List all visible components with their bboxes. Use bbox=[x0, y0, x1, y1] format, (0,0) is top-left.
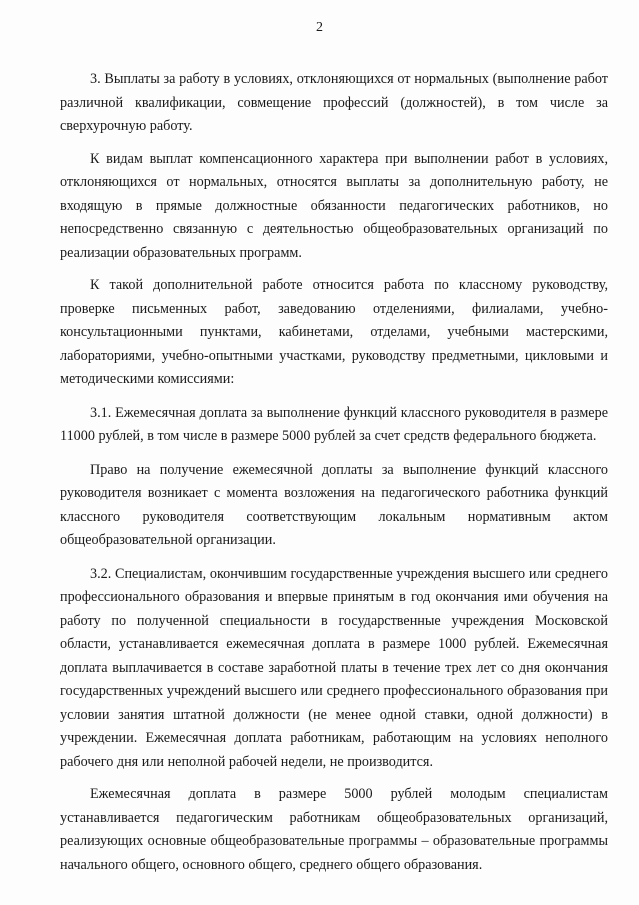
paragraph-additional-work: К такой дополнительной работе относится работа по классному руководству, проверке письменных работ, заведованию отделениями, филиалами, учебно-консультационными пунктами, кабинетами, отделами, учебными мастерскими, лабораториями, учебно-опытными участками, руководству предметными, цикловыми и методическими комиссиями: bbox=[60, 277, 608, 387]
paragraph-monthly-payment-5000: Ежемесячная доплата в размере 5000 рублей молодым специалистам устанавливается педагогическим работникам общеобразовательных организаций, реализующих основные общеобразовательные программы – образовательные программы начального общего, основного общего, среднего общего образования. bbox=[60, 786, 608, 873]
paragraph-right-to-payment: Право на получение ежемесячной доплаты за выполнение функций классного руководителя возникает с момента возложения на педагогического работника функций классного руководителя соответствующим локальным нормативным актом общеобразовательной организации. bbox=[60, 461, 608, 548]
paragraph-young-specialists: 3.2. Специалистам, окончившим государственные учреждения высшего или среднего профессионального образования и впервые принятым в год окончания ими обучения на работу по полученной специальности в государственные учреждения Московской области, устанавливается ежемесячная доплата в размере 1000 рублей. Ежемесячная доплата выплачивается в составе заработной платы в течение трех лет со дня окончания государственных учреждений высшего или среднего профессионального образования при условии занятия штатной должности (не менее одной ставки, одной должности) в учреждении. Ежемесячная доплата работникам, работающим на условиях неполного рабочего дня или неполной рабочей недели, не производится. bbox=[60, 565, 608, 770]
page-number: 2 bbox=[316, 20, 323, 35]
paragraph-compensation-types: К видам выплат компенсационного характера при выполнении работ в условиях, отклоняющихся от нормальных, относятся выплаты за дополнительную работу, не входящую в прямые должностные обязанности педагогических работников, но непосредственно связанную с деятельностью общеобразовательных организаций по реализации образовательных программ. bbox=[60, 150, 608, 261]
paragraph-payments-abnormal-conditions: 3. Выплаты за работу в условиях, отклоняющихся от нормальных (выполнение работ различной квалификации, совмещение профессий (должностей), в том числе за сверхурочную работу. bbox=[60, 71, 608, 134]
paragraph-class-teacher-payment: 3.1. Ежемесячная доплата за выполнение функций классного руководителя в размере 11000 рублей, в том числе в размере 5000 рублей за счет средств федерального бюджета. bbox=[60, 404, 608, 444]
document-body bbox=[60, 68, 608, 886]
